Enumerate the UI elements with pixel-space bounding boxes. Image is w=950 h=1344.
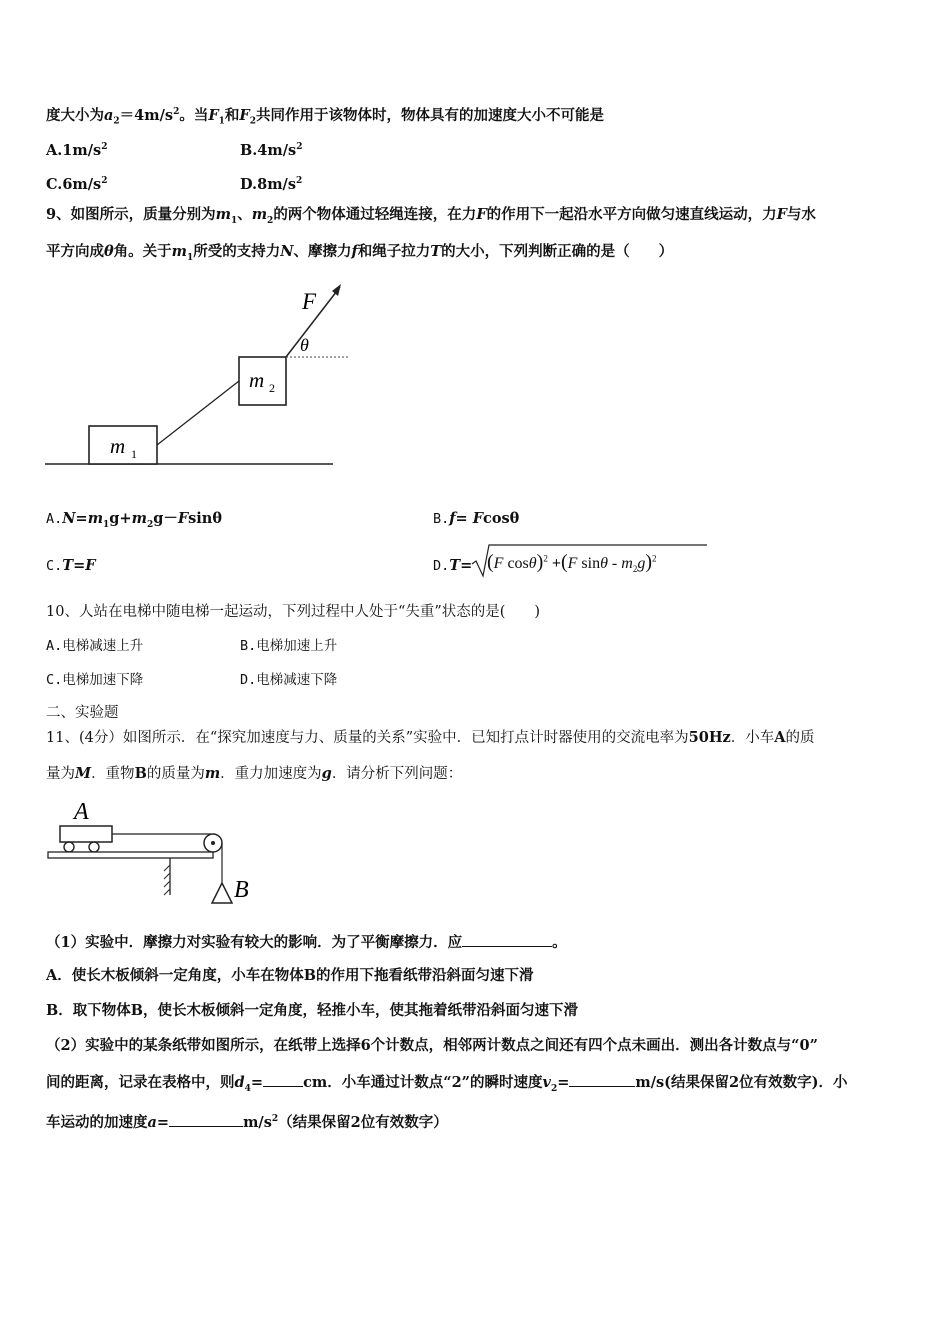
q11-stem-line1: 11、(4分）如图所示．在“探究加速度与力、质量的关系”实验中．已知打点计时器使用的交流电率为50Hz．小车A的质 <box>46 729 815 746</box>
label-m1: m <box>110 434 126 458</box>
answer-blank-1[interactable] <box>462 932 552 947</box>
q11-part2-line1: （2）实验中的某条纸带如图所示，在纸带上选择6个计数点，相邻两计数点之间还有四个点未画出．测出各计数点与“0” <box>46 1037 818 1054</box>
q10-option-b[interactable]: B.电梯加速上升 <box>240 638 338 654</box>
q10-option-a[interactable]: A.电梯减速上升 <box>46 638 144 654</box>
q8-option-b[interactable]: $B.4m/s^2$ <box>240 141 303 159</box>
weight-B <box>212 883 232 903</box>
q9-option-d[interactable]: D.T= <box>433 557 473 574</box>
q9-figure <box>40 275 360 475</box>
q8-option-c[interactable]: $C.6m/s^2$ <box>46 175 108 193</box>
label-theta: θ <box>300 335 309 355</box>
q8-option-a[interactable]: $A.1m/s^2$ <box>46 141 108 159</box>
rope <box>157 381 239 445</box>
q9-stem-line2: 平方向成θ角。关于$m_1$所受的支持力N、摩擦力f和绳子拉力T的大小，下列判断正确的是（ ） <box>46 243 674 263</box>
q9-option-d-formula <box>471 543 711 579</box>
board <box>48 852 213 858</box>
cart-wheel-left <box>64 842 74 852</box>
q9-option-b[interactable]: B.f= Fcosθ <box>433 510 520 527</box>
label-m2-sub: 2 <box>269 381 275 395</box>
label-m2: m <box>249 368 265 392</box>
q10-option-d[interactable]: D.电梯减速下降 <box>240 672 338 688</box>
q9-option-c[interactable]: C.T=F <box>46 557 96 574</box>
label-weight-B: B <box>234 877 249 903</box>
q11-option-b[interactable]: B．取下物体B，使长木板倾斜一定角度，轻推小车，使其拖着纸带沿斜面匀速下滑 <box>46 1002 579 1019</box>
cart-wheel-right <box>89 842 99 852</box>
arrow-head-icon <box>332 284 341 296</box>
answer-blank-v2[interactable] <box>569 1072 635 1087</box>
q9-option-a[interactable]: $A.N=m_1g+m_2g-Fsin\theta$ <box>46 510 223 530</box>
q11-part2-line3: 车运动的加速度$a= m/s^2$（结果保留2位有效数字） <box>46 1113 448 1131</box>
label-cart-A: A <box>74 799 89 825</box>
q8-option-d[interactable]: $D.8m/s^2$ <box>240 175 303 193</box>
sqrt-radicand: (F cosθ)$^2$ +(F sinθ - $m_2g)^2$ <box>487 551 657 575</box>
cart-body <box>60 826 112 842</box>
label-F: F <box>302 289 317 314</box>
q10-stem: 10、人站在电梯中随电梯一起运动，下列过程中人处于“失重”状态的是( ) <box>46 604 541 620</box>
q9-stem-line1: 9、如图所示，质量分别为$m_1$、$m_2$的两个物体通过轻绳连接，在力F的作用下一起沿水平方向做匀速直线运动，力F与水 <box>46 206 816 226</box>
q11-part1: （1）实验中．摩擦力对实验有较大的影响．为了平衡摩擦力．应 。 <box>46 934 567 951</box>
q11-option-a[interactable]: A．使长木板倾斜一定角度，小车在物体B的作用下拖看纸带沿斜面匀速下滑 <box>46 967 534 984</box>
answer-blank-a[interactable] <box>169 1112 243 1127</box>
q11-figure <box>44 795 264 910</box>
q11-stem-line2: 量为M．重物B的质量为m．重力加速度为g．请分析下列问题： <box>46 765 463 782</box>
q8-stem: 度大小为$a_2=4m/s^2$。当$F_1$和$F_2$共同作用于该物体时，物体具有的加速度大小不可能是 <box>46 106 604 127</box>
q11-part2-line2: 间的距离，记录在表格中，则$d_4=$ cm．小车通过计数点“2”的瞬时速度$v_2= m/s$(结果保留2位有效数字)．小 <box>46 1074 848 1094</box>
answer-blank-d4[interactable] <box>263 1072 303 1087</box>
section-heading: 二、实验题 <box>46 705 119 721</box>
label-m1-sub: 1 <box>131 447 137 461</box>
q10-option-c[interactable]: C.电梯加速下降 <box>46 672 144 688</box>
